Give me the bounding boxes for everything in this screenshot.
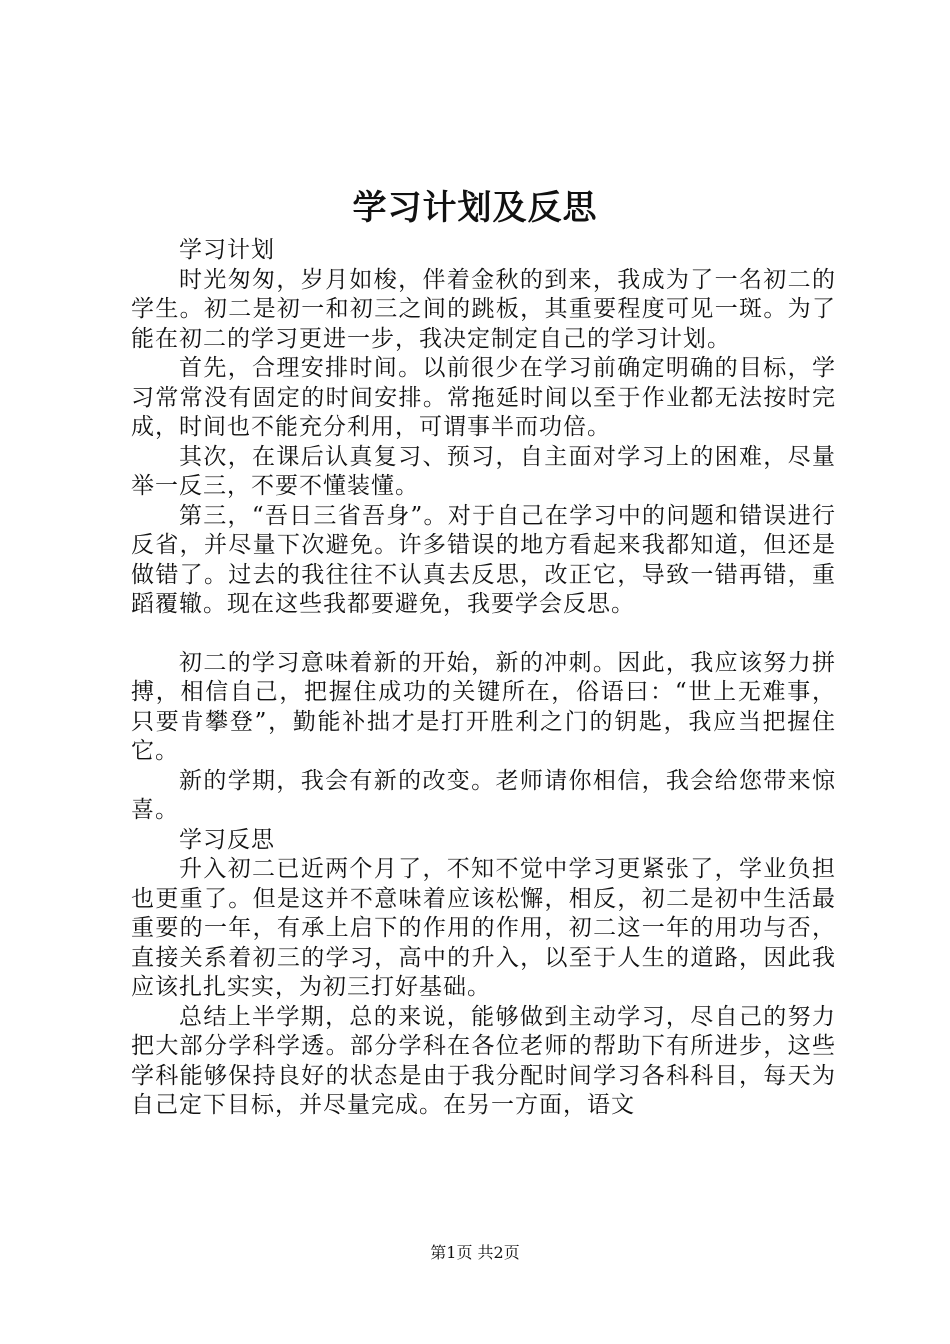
section-heading-plan: 学习计划 [179,237,275,263]
document-title: 学习计划及反思 [352,188,598,228]
paragraph: 新的学期，我会有新的改变。老师请你相信，我会给您带来惊喜。 [131,767,836,823]
section-heading-reflection: 学习反思 [179,826,275,853]
page-footer: 第1页 共2页 [430,1243,520,1262]
paragraph: 其次，在课后认真复习、预习，自主面对学习上的困难，尽量举一反三，不要不懂装懂。 [131,443,836,499]
paragraph: 总结上半学期，总的来说，能够做到主动学习，尽自己的努力把大部分学科学透。部分学科在各位老师的帮助下有所进步，这些学科能够保持良好的状态是由于我分配时间学习各科科目，每天为自己定下目标，并尽量完成。在另一方面，语文 [131,1003,836,1118]
paragraph: 第三，“吾日三省吾身”。对于自己在学习中的问题和错误进行反省，并尽量下次避免。许多错误的地方看起来我都知道，但还是做错了。过去的我往往不认真去反思，改正它，导致一错再错，重蹈覆辙。现在这些我都要避免，我要学会反思。 [131,502,836,617]
paragraph: 时光匆匆，岁月如梭，伴着金秋的到来，我成为了一名初二的学生。初二是初一和初三之间的跳板，其重要程度可见一斑。为了能在初二的学习更进一步，我决定制定自己的学习计划。 [131,266,836,352]
document-body [131,236,836,1121]
paragraph: 初二的学习意味着新的开始，新的冲刺。因此，我应该努力拼搏，相信自己，把握住成功的关键所在，俗语曰：“世上无难事，只要肯攀登”，勤能补拙才是打开胜利之门的钥匙，我应当把握住它。 [131,649,836,764]
paragraph: 首先，合理安排时间。以前很少在学习前确定明确的目标，学习常常没有固定的时间安排。常拖延时间以至于作业都无法按时完成，时间也不能充分利用，可谓事半而功倍。 [131,355,836,440]
paragraph: 升入初二已近两个月了，不知不觉中学习更紧张了，学业负担也更重了。但是这并不意味着应该松懈，相反，初二是初中生活最重要的一年，有承上启下的作用的作用，初二这一年的用功与否，直接关系着初三的学习，高中的升入，以至于人生的道路，因此我应该扎扎实实，为初三打好基础。 [131,856,836,1000]
